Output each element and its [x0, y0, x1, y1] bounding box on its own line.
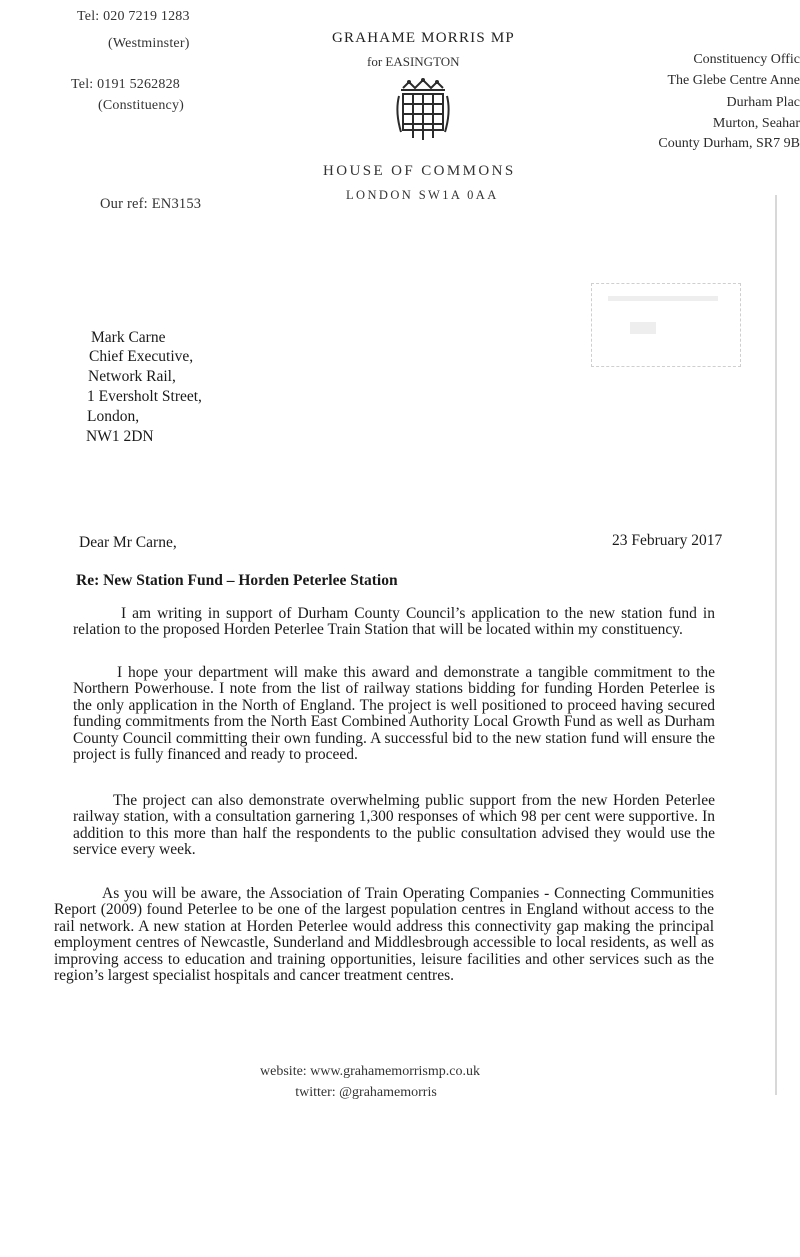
london-address: LONDON SW1A 0AA	[346, 188, 499, 202]
office-line-1: Constituency Offic	[693, 52, 800, 67]
recipient-title: Chief Executive,	[89, 348, 194, 365]
recipient-org: Network Rail,	[88, 368, 176, 385]
office-line-5: County Durham, SR7 9B	[658, 136, 800, 151]
paragraph-1: I am writing in support of Durham County Council’s application to the new station fund in relation to the proposed Horden Peterlee Train Station that will be located within my constituency.	[73, 605, 715, 639]
mp-name: GRAHAME MORRIS MP	[332, 30, 515, 46]
office-line-3: Durham Plac	[726, 95, 800, 110]
office-line-4: Murton, Seahar	[712, 116, 800, 131]
recipient-street: 1 Eversholt Street,	[87, 388, 202, 405]
paragraph-2: I hope your department will make this award and demonstrate a tangible commitment to the Northern Powerhouse. I note from the list of railway stations bidding for funding Horden Peterlee is the only application in the North of England. The project is well positioned to proceed having secured funding commitments from the North East Combined Authority Local Growth Fund as well as Durham County Council committing their own funding. A successful bid to the new station fund will ensure the project is fully financed and ready to proceed.	[73, 664, 715, 764]
paragraph-3: The project can also demonstrate overwhelming public support from the new Horden Peterlee railway station, with a consultation garnering 1,300 responses of which 98 per cent were supportive. In addition to this more than half the respondents to the public consultation advised they would use the service every week.	[73, 792, 715, 859]
constituency-label: (Constituency)	[98, 98, 185, 113]
recipient-postcode: NW1 2DN	[86, 428, 154, 445]
office-line-2: The Glebe Centre Anne	[667, 73, 800, 88]
footer-website: website: www.grahamemorrismp.co.uk	[260, 1064, 480, 1079]
house-of-commons: HOUSE OF COMMONS	[323, 163, 516, 179]
paragraph-4: As you will be aware, the Association of Train Operating Companies - Connecting Communities Report (2009) found Peterlee to be one of the largest population centres in England without access to the rail network. A new station at Horden Peterlee would address this connectivity gap making the principal employment centres of Newcastle, Sunderland and Middlesbrough accessible to local residents, as well as improving access to education and training opportunities, leisure facilities and other services such as the region’s largest specialist hospitals and cancer treatment centres.	[54, 885, 714, 985]
salutation: Dear Mr Carne,	[79, 534, 177, 551]
mp-seat: for EASINGTON	[367, 54, 460, 69]
footer-twitter: twitter: @grahamemorris	[295, 1085, 437, 1100]
tel-westminster: Tel: 020 7219 1283	[77, 9, 190, 24]
tel-constituency: Tel: 0191 5262828	[71, 77, 180, 92]
our-ref: Our ref: EN3153	[100, 196, 202, 212]
received-stamp	[591, 283, 741, 367]
page-edge-shadow	[775, 195, 777, 1095]
westminster-label: (Westminster)	[108, 36, 190, 51]
recipient-name: Mark Carne	[91, 329, 166, 346]
letter-subject: Re: New Station Fund – Horden Peterlee Station	[76, 572, 398, 589]
recipient-city: London,	[87, 408, 140, 425]
portcullis-crest-icon	[395, 78, 451, 146]
letter-date: 23 February 2017	[612, 532, 723, 549]
